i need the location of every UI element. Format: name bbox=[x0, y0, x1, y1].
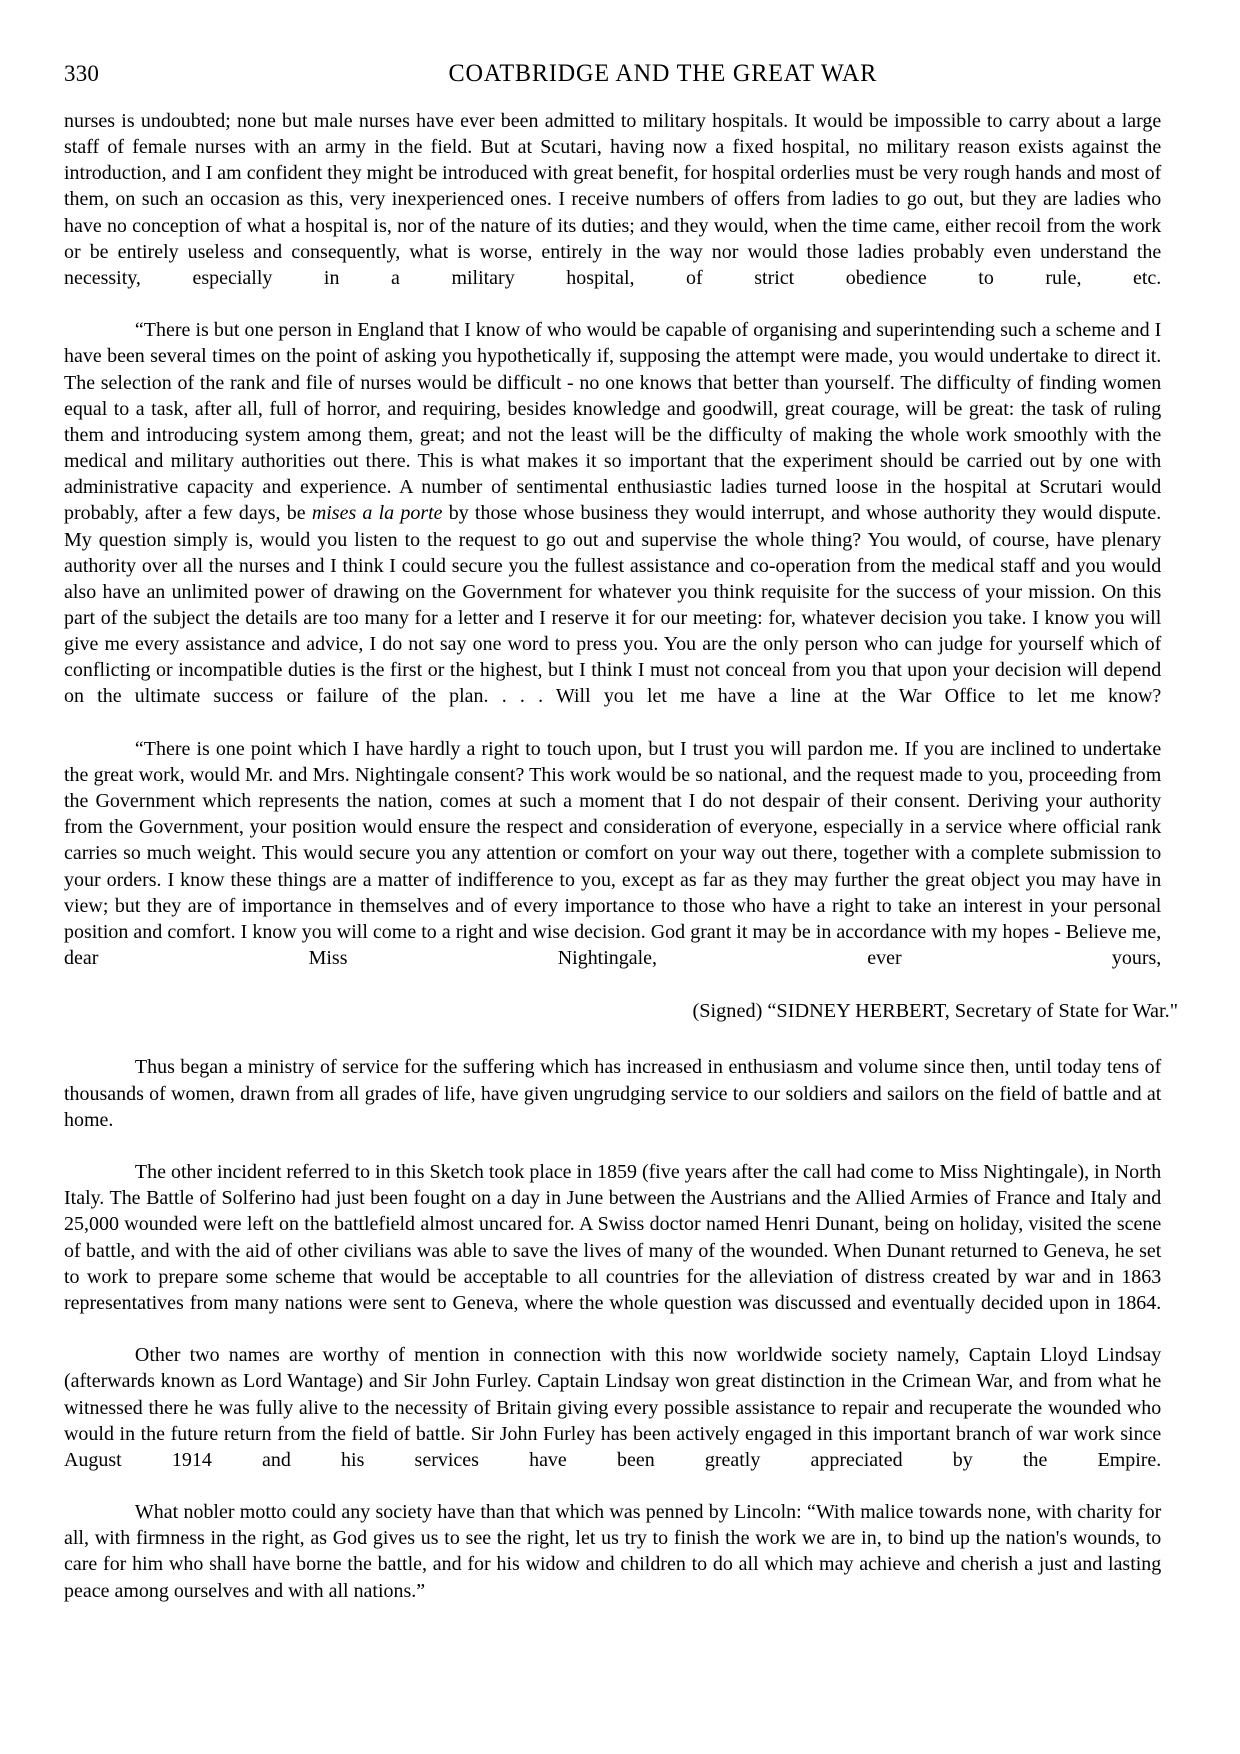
paragraph-4: Thus began a ministry of service for the suffering which has increased in enthusiasm and volume since then, until today tens of thousands of women, drawn from all grades of life, have given ungrudging service to our soldiers and sailors on the field of battle and at home. bbox=[64, 1056, 1162, 1131]
paragraph-1: nurses is undoubted; none but male nurses have ever been admitted to military hospitals. It would be impossible to carry about a large staff of female nurses with an army in the field. But at Scutari, having now a fixed hospital, no military reason exists against the introduction, and I am confident they might be introduced with great benefit, for hospital orderlies must be very rough hands and most of them, on such an occasion as this, very inexperienced ones. I receive numbers of offers from ladies to go out, but they are ladies who have no conception of what a hospital is, nor of the nature of its duties; and they would, when the time came, either recoil from the work or be entirely useless and consequently, what is worse, entirely in the way nor would those ladies probably even understand the necessity, especially in a military hospital, of strict obedience to rule, etc. bbox=[64, 110, 1162, 289]
running-head bbox=[64, 60, 1178, 94]
paragraph-2 bbox=[64, 317, 1161, 736]
paragraph-2-part-b: by those whose business they would interrupt, and whose authority they would dispute. My question simply is, would you listen to the request to go out and supervise the whole thing? You would, of course, have plenary authority over all the nurses and I think I could secure you the fullest assistance and co-operation from the medical staff and you would also have an unlimited power of drawing on the Government for whatever you think requisite for the success of your mission. On this part of the subject the details are too many for a letter and I reserve it for our meeting: for, whatever decision you take. I know you will give me every assistance and advice, I do not say one word to press you. You are the only person who can judge for yourself which of conflicting or incompatible duties is the first or the highest, but I think I must not conceal from you that upon your decision will depend on the ultimate success or failure of the plan. . . . Will you let me have a line at the War Office to let me know? bbox=[64, 502, 1162, 708]
text-block bbox=[64, 108, 1178, 1604]
page-number: 330 bbox=[64, 61, 100, 86]
paragraph-6: Other two names are worthy of mention in connection with this now worldwide society namely, Captain Lloyd Lindsay (afterwards known as Lord Wantage) and Sir John Furley. Captain Lindsay won great distinction in the Crimean War, and from what he witnessed there he was fully alive to the necessity of Britain giving every possible assistance to repair and recuperate the wounded who would in the future return from the field of battle. Sir John Furley has been actively engaged in this important branch of war work since August 1914 and his services have been greatly appreciated by the Empire. bbox=[64, 1344, 1162, 1471]
paragraph-2-italic-phrase: mises a la porte bbox=[311, 502, 443, 525]
paragraph-5: The other incident referred to in this Sketch took place in 1859 (five years after the call had come to Miss Nightingale), in North Italy. The Battle of Solferino had just been fought on a day in June between the Austrians and the Allied Armies of France and Italy and 25,000 wounded were left on the battlefield almost uncared for. A Swiss doctor named Henri Dunant, being on holiday, visited the scene of battle, and with the aid of other civilians was able to save the lives of many of the wounded. When Dunant returned to Geneva, he set to work to prepare some scheme that would be acceptable to all countries for the alleviation of distress created by war and in 1863 representatives from many nations were sent to Geneva, where the whole question was discussed and eventually decided upon in 1864. bbox=[64, 1161, 1162, 1314]
paragraph-3: “There is one point which I have hardly a right to touch upon, but I trust you will pardon me. If you are inclined to undertake the great work, would Mr. and Mrs. Nightingale consent? This work would be so national, and the request made to you, proceeding from the Government which represents the nation, comes at such a moment that I do not despair of their consent. Deriving your authority from the Government, your position would ensure the respect and consideration of everyone, especially in a service where official rank carries so much weight. This would secure you any attention or comfort on your way out there, together with a complete submission to your orders. I know these things are a matter of indifference to you, except as far as they may further the great object you may have in view; but they are of importance in themselves and of every importance to those who have a right to take an interest in your personal position and comfort. I know you will come to a right and wise decision. God grant it may be in accordance with my hopes - Believe me, dear Miss Nightingale, ever yours, bbox=[64, 737, 1162, 969]
paragraph-7: What nobler motto could any society have than that which was penned by Lincoln: “With malice towards none, with charity for all, with firmness in the right, as God gives us to see the right, let us try to finish the work we are in, to bind up the nation's wounds, to care for him who shall have borne the battle, and for his widow and children to do all which may achieve and cherish a just and lasting peace among ourselves and with all nations.” bbox=[64, 1501, 1162, 1602]
letter-signature: (Signed) “SIDNEY HERBERT, Secretary of State for War." bbox=[692, 1000, 1178, 1023]
section-gap bbox=[64, 1024, 1178, 1054]
paragraph-2-part-a: “There is but one person in England that I know of who would be capable of organising and superintending such a scheme and I have been several times on the point of asking you hypothetically if, supposing the attempt were made, you would undertake to direct it. The selection of the rank and file of nurses would be difficult - no one knows that better than yourself. The difficulty of finding women equal to a task, after all, full of horror, and requiring, besides knowledge and goodwill, great courage, will be great: the task of ruling them and introducing system among them, great; and not the least will be the difficulty of making the whole work smoothly with the medical and military authorities out there. This is what makes it so important that the experiment should be carried out by one with administrative capacity and experience. A number of sentimental enthusiastic ladies turned loose in the hospital at Scrutari would probably, after a few days, be bbox=[64, 319, 1162, 525]
page-title: COATBRIDGE AND THE GREAT WAR bbox=[448, 60, 878, 87]
